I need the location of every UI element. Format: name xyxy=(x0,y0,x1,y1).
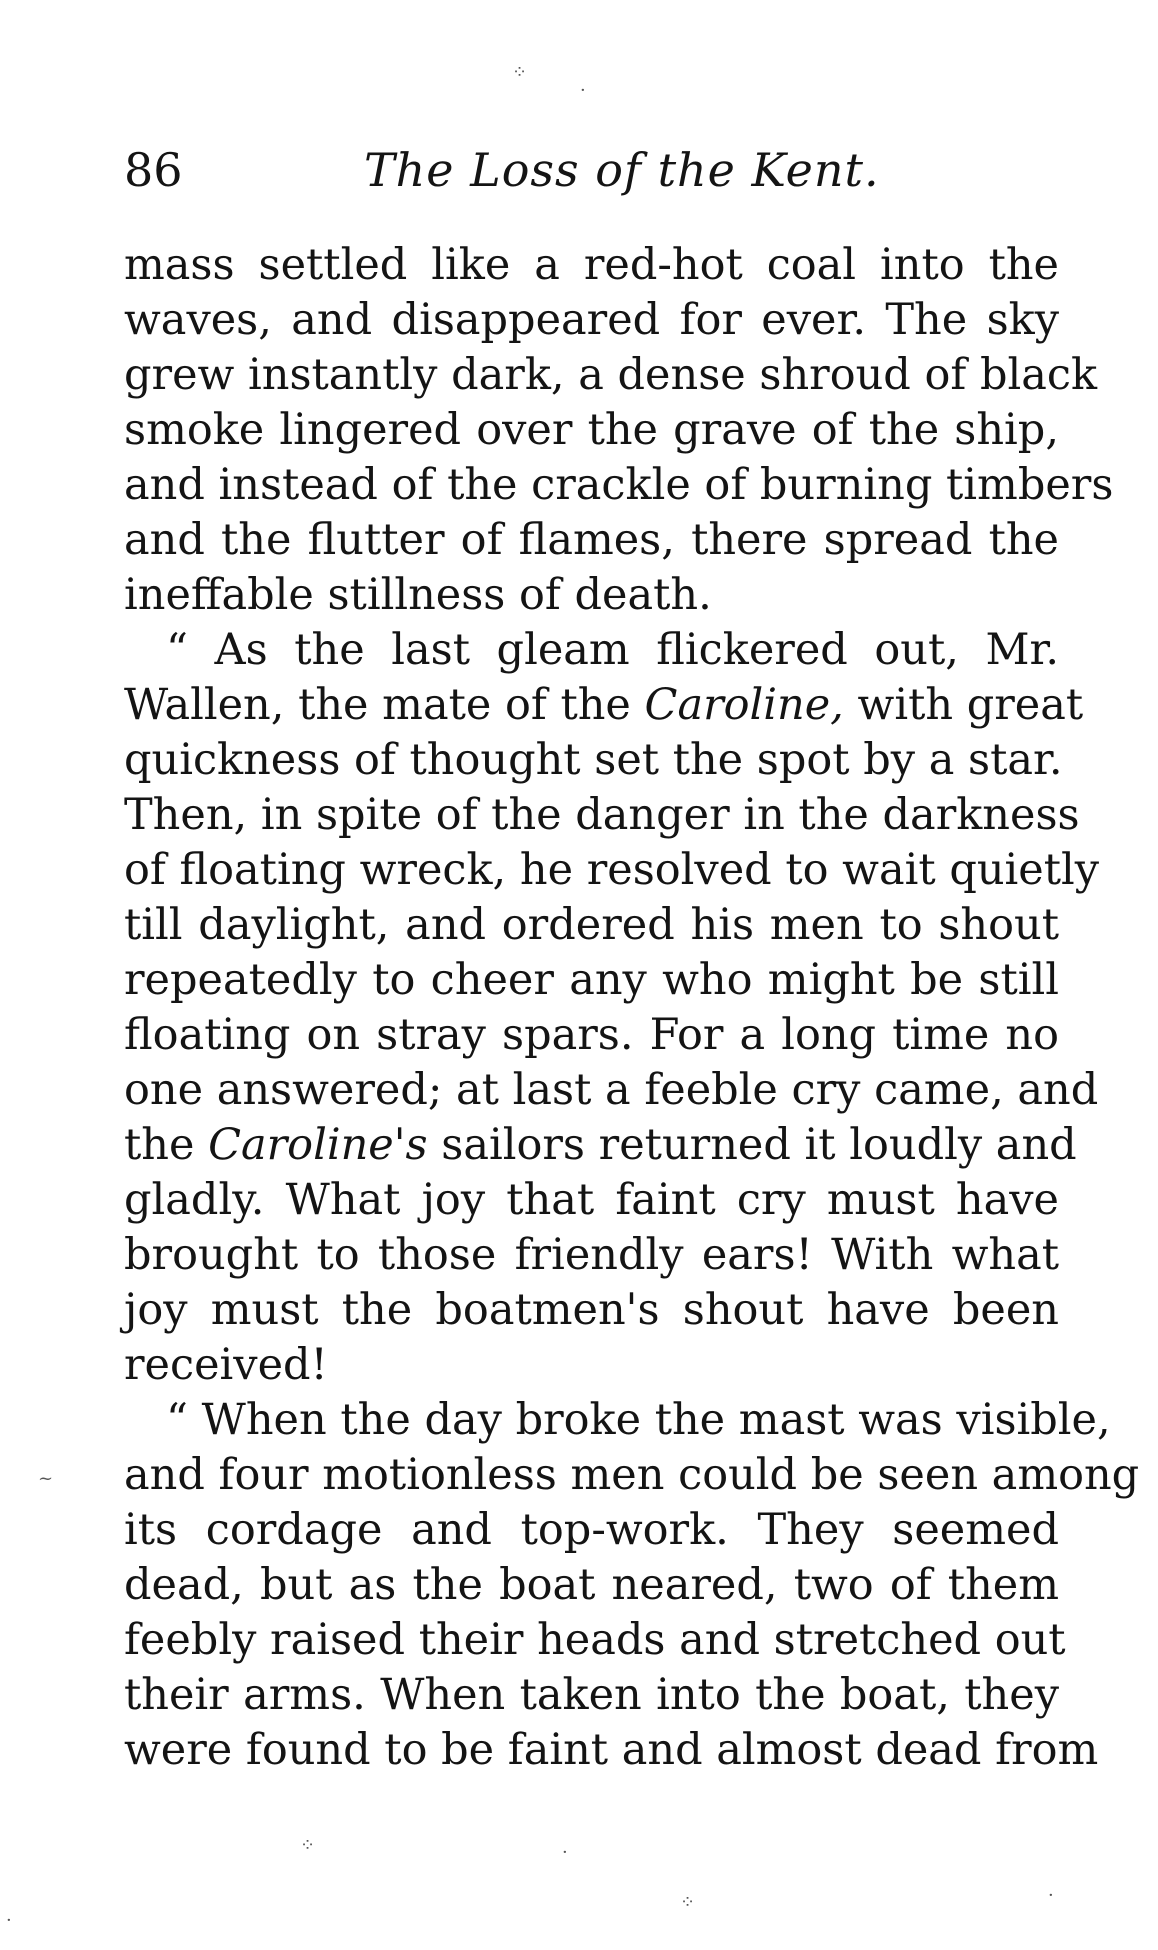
text-line: and four motionless men could be seen among xyxy=(124,1450,1140,1500)
print-speck: ⁘ xyxy=(680,1892,696,1913)
text-line: waves, and disappeared for ever. The sky xyxy=(124,295,1059,345)
body-text xyxy=(124,238,1140,1778)
page-header xyxy=(124,140,1059,200)
text-line: repeatedly to cheer any who might be still xyxy=(124,955,1059,1005)
text-line: feebly raised their heads and stretched out xyxy=(124,1615,1066,1665)
text-line: dead, but as the boat neared, two of them xyxy=(124,1560,1059,1610)
text-segment: Wallen, the mate of the xyxy=(124,680,631,730)
print-speck: · xyxy=(6,1910,12,1931)
text-line: grew instantly dark, a dense shroud of black xyxy=(124,350,1098,400)
text-line: received! xyxy=(124,1340,328,1390)
page-number: 86 xyxy=(124,143,183,197)
text-line: ineffable stillness of death. xyxy=(124,570,712,620)
text-line: their arms. When taken into the boat, they xyxy=(124,1670,1059,1720)
text-segment: the xyxy=(124,1120,195,1170)
text-line: brought to those friendly ears! With what xyxy=(124,1230,1059,1280)
text-line: joy must the boatmen's shout have been xyxy=(124,1285,1059,1335)
print-speck: · xyxy=(562,1842,568,1863)
text-line: quickness of thought set the spot by a star. xyxy=(124,735,1063,785)
print-speck: · xyxy=(580,80,586,101)
print-speck: · xyxy=(1048,1885,1054,1906)
ship-name-italic: Caroline's xyxy=(208,1120,428,1170)
text-line: gladly. What joy that faint cry must have xyxy=(124,1175,1059,1225)
print-speck: ~ xyxy=(38,1468,54,1489)
text-line: mass settled like a red-hot coal into the xyxy=(124,240,1059,290)
text-segment: sailors returned it loudly and xyxy=(441,1120,1077,1170)
text-line: floating on stray spars. For a long time no xyxy=(124,1010,1059,1060)
print-speck: ⁘ xyxy=(300,1835,316,1856)
text-line: and instead of the crackle of burning timbers xyxy=(124,460,1114,510)
text-line: one answered; at last a feeble cry came, and xyxy=(124,1065,1099,1115)
text-line: its cordage and top-work. They seemed xyxy=(124,1505,1059,1555)
text-line: till daylight, and ordered his men to shout xyxy=(124,900,1059,950)
text-line: and the flutter of flames, there spread the xyxy=(124,515,1059,565)
text-line: “ When the day broke the mast was visible, xyxy=(166,1395,1111,1445)
ship-name-italic: Caroline, xyxy=(644,680,844,730)
text-line: Then, in spite of the danger in the darkness xyxy=(124,790,1080,840)
text-line: were found to be faint and almost dead from xyxy=(124,1725,1099,1775)
text-segment: with great xyxy=(857,680,1084,730)
text-line xyxy=(124,678,1084,733)
text-line: “ As the last gleam flickered out, Mr. xyxy=(166,625,1059,675)
running-title: The Loss of the Kent. xyxy=(364,143,880,197)
text-line: of floating wreck, he resolved to wait quietly xyxy=(124,845,1100,895)
text-line xyxy=(124,1118,1077,1173)
print-speck: ⁘ xyxy=(512,62,528,83)
text-line: smoke lingered over the grave of the ship, xyxy=(124,405,1059,455)
